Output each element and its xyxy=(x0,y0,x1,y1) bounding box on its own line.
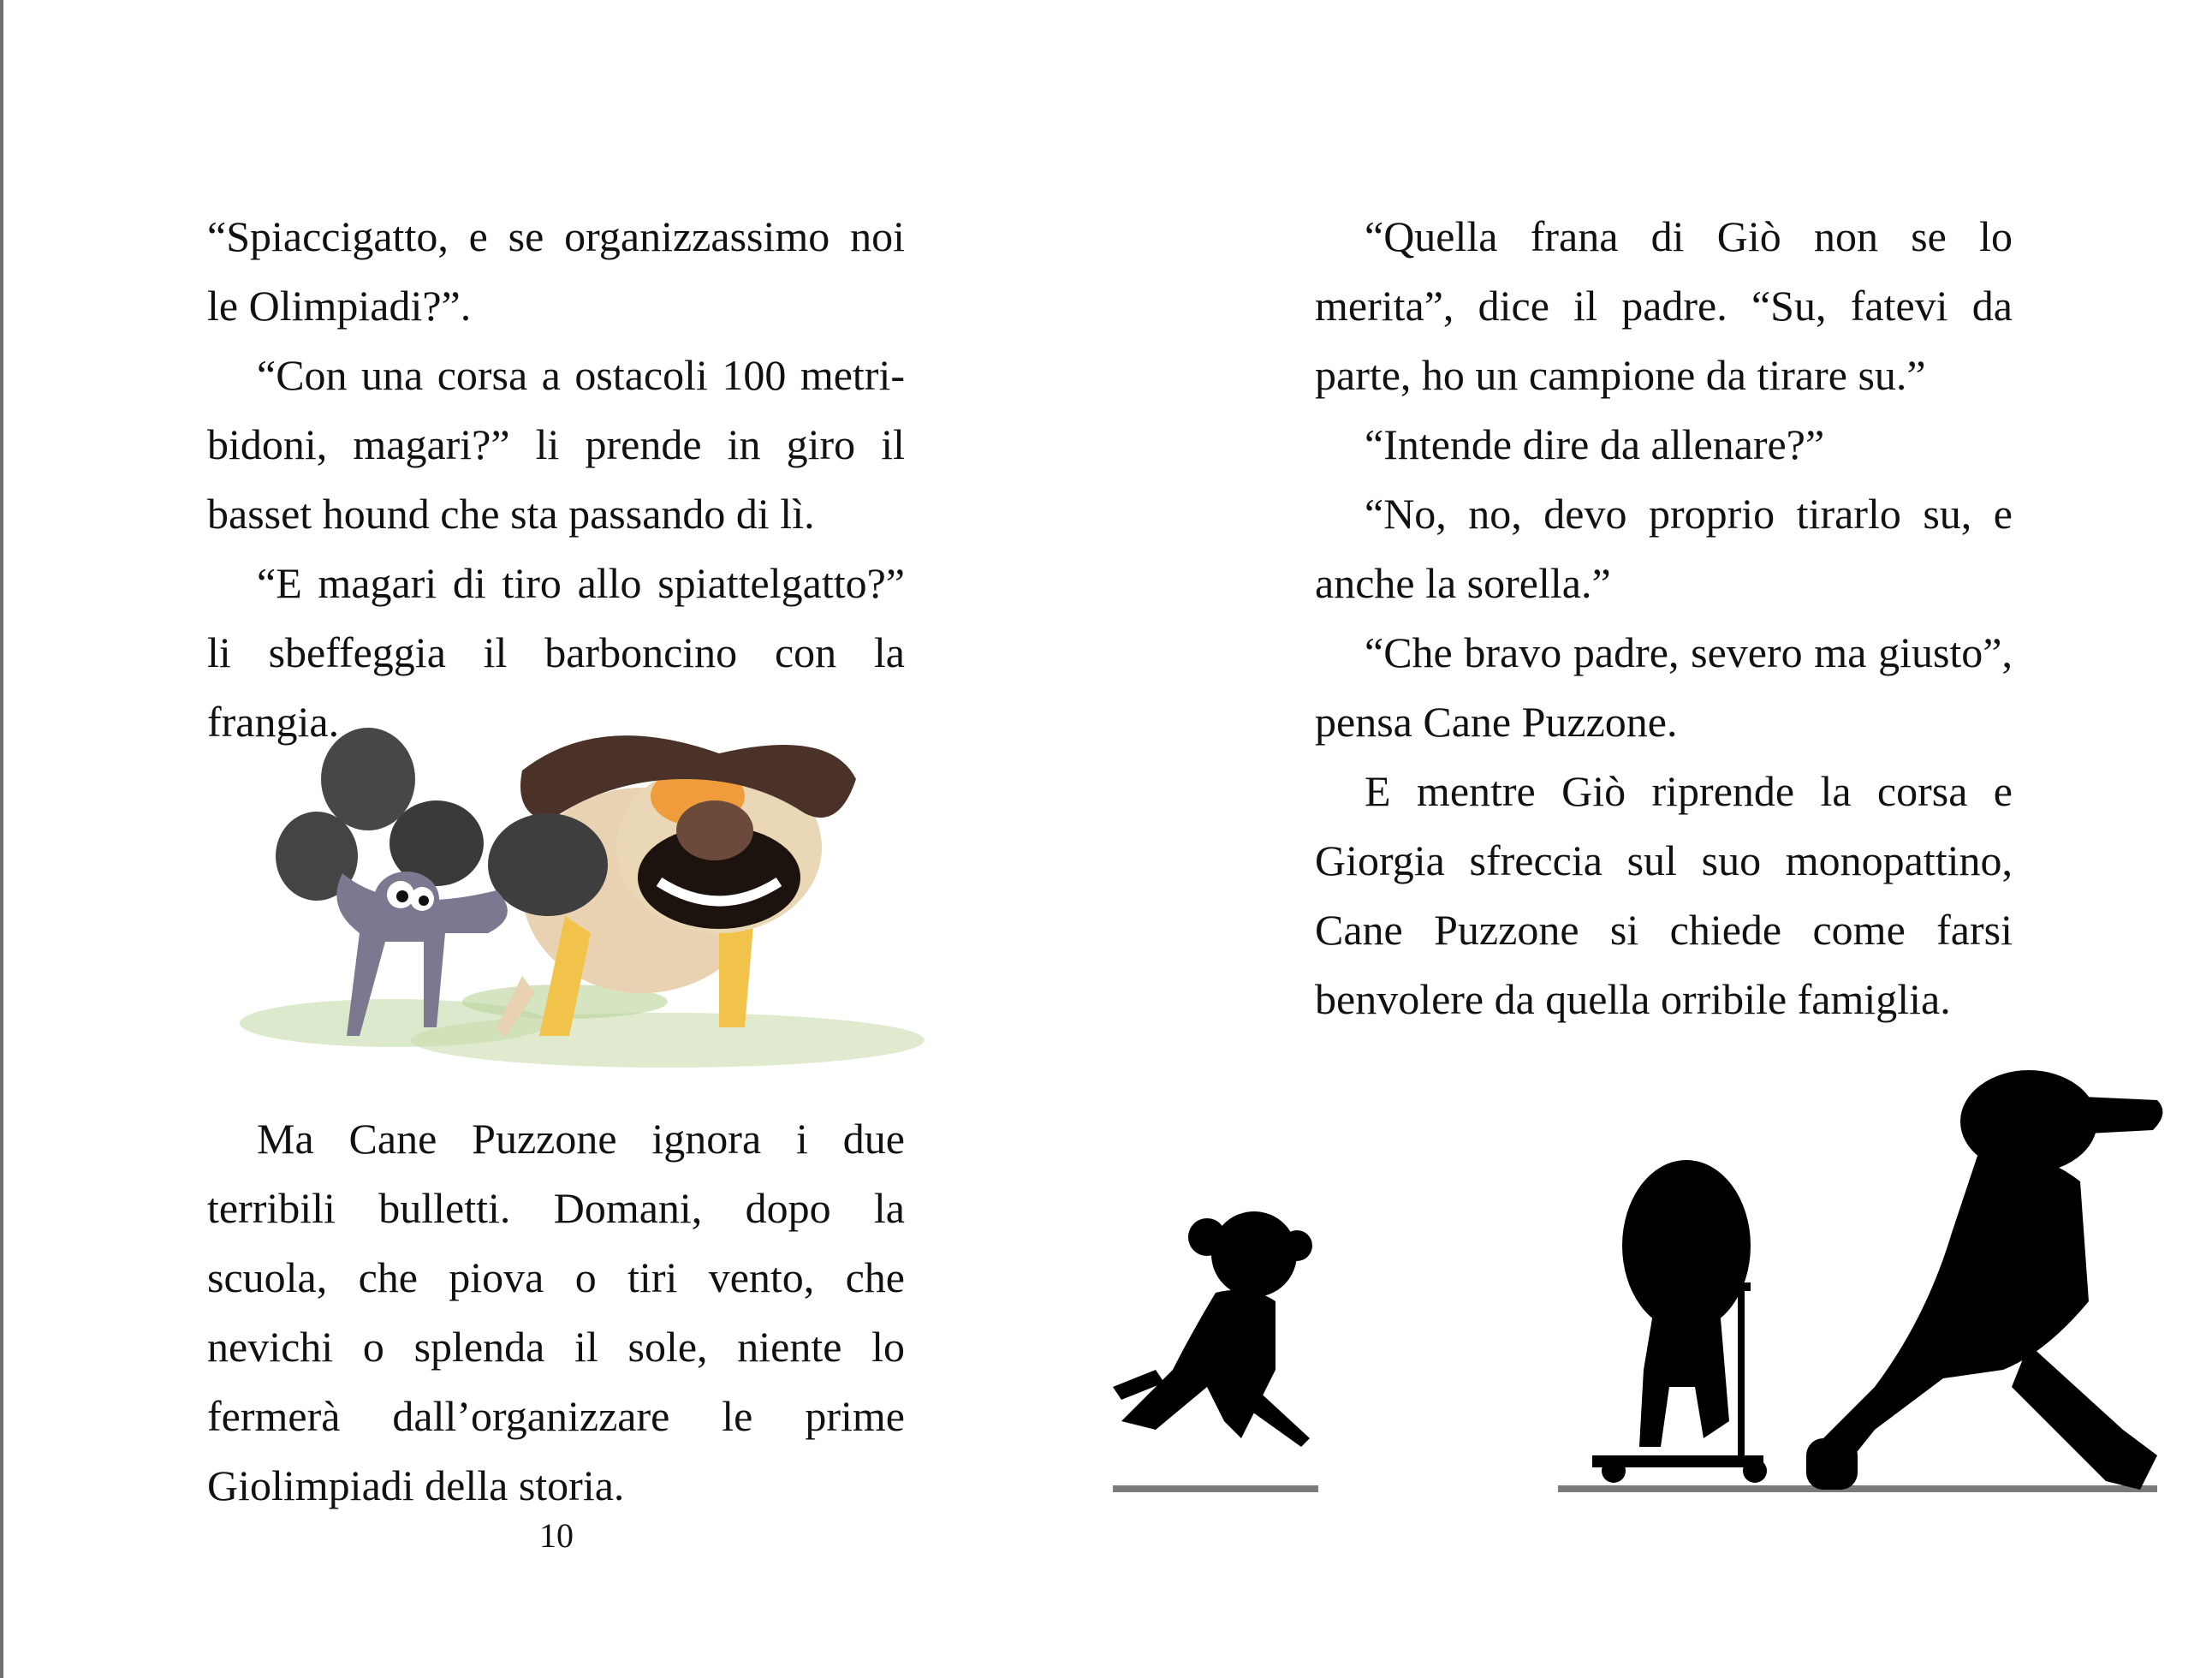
paragraph: “E magari di tiro allo spiattelgatto?” li sbeffeggia il barboncino con la frangia. xyxy=(207,559,905,746)
paragraph: “No, no, devo proprio tirarlo su, e anche la sorella.” xyxy=(1315,490,2013,607)
right-page-text xyxy=(1315,202,2013,1034)
left-page-text-bottom xyxy=(207,1104,905,1520)
paragraph: Ma Cane Puzzone ignora i due terribili bulletti. Domani, dopo la scuola, che piova o tiri vento, che nevichi o splenda il sole, niente lo fermerà dall’organizzare le prime Giolimpiadi della storia. xyxy=(207,1115,905,1509)
left-page-text-top xyxy=(207,202,905,757)
book-spine-edge xyxy=(0,0,3,1678)
paragraph: E mentre Giò riprende la corsa e Giorgia sfreccia sul suo monopattino, Cane Puzzone si chiede come farsi benvolere da quella orribile famiglia. xyxy=(1315,767,2013,1023)
paragraph: “Intende dire da allenare?” xyxy=(1365,420,1825,468)
paragraph: “Che bravo padre, severo ma giusto”, pensa Cane Puzzone. xyxy=(1315,628,2013,746)
paragraph: “Con una corsa a ostacoli 100 metri-bidoni, magari?” li prende in giro il basset hound che sta passando di lì. xyxy=(207,351,905,538)
paragraph: “Spiaccigatto, e se organizzassimo noi le Olimpiadi?”. xyxy=(207,212,905,330)
family-silhouette-illustration xyxy=(1104,1062,2183,1524)
page-number: 10 xyxy=(539,1516,574,1555)
poodle-and-basset-hound-illustration xyxy=(240,719,959,1079)
paragraph: “Quella frana di Giò non se lo merita”, dice il padre. “Su, fatevi da parte, ho un campione da tirare su.” xyxy=(1315,212,2013,399)
